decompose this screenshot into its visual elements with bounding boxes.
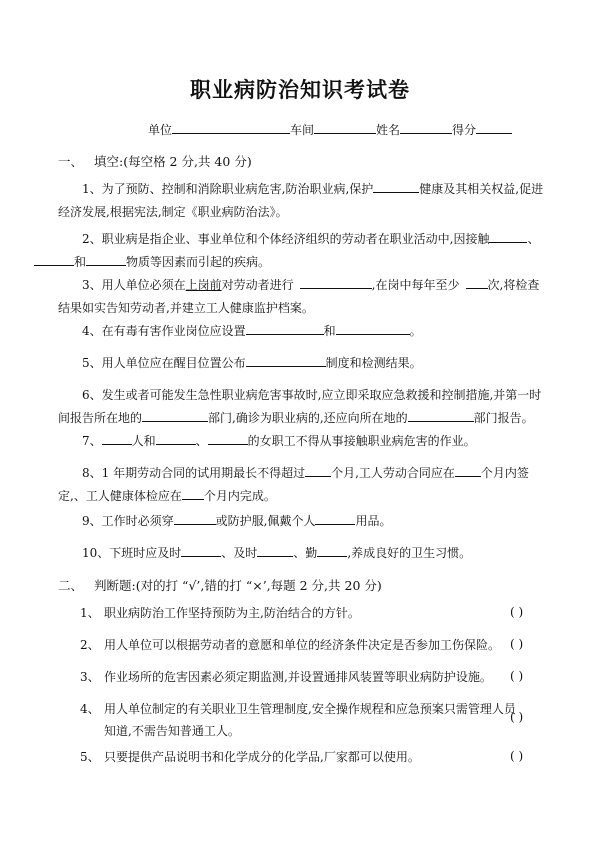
answer-blank[interactable]	[156, 431, 196, 445]
answer-blank[interactable]	[246, 353, 326, 367]
question-5: 5、用人单位应在醒目位置公布 制度和检测结果。	[58, 352, 548, 375]
answer-blank[interactable]	[208, 431, 248, 445]
unit-blank[interactable]	[172, 120, 290, 134]
question-2: 2、职业病是指企业、事业单位和个体经济组织的劳动者在职业活动中,因接触 、和 物质等因素而引起的疾病。	[58, 228, 548, 274]
answer-parentheses[interactable]: ( )	[510, 669, 524, 683]
section-number: 二、	[58, 578, 84, 593]
section-true-false-heading	[58, 576, 382, 594]
question-8: 8、1 年期劳动合同的试用期最长不得超过 个月,工人劳动合同应在 个月内签定,、工人健康体检应在 个月内完成。	[58, 462, 548, 508]
answer-blank[interactable]	[317, 543, 347, 557]
answer-blank[interactable]	[336, 321, 410, 335]
score-blank[interactable]	[476, 120, 512, 134]
answer-blank[interactable]	[315, 511, 355, 525]
section-title: 判断题:(对的打 “√’,错的打 “×’,每题 2 分,共 20 分)	[94, 578, 382, 593]
answer-blank[interactable]	[174, 511, 216, 525]
workshop-label: 车间	[290, 123, 315, 137]
answer-parentheses[interactable]: ( )	[510, 749, 524, 763]
question-10: 10、下班时应及时 、及时 、勤 ,养成良好的卫生习惯。	[58, 542, 548, 565]
exam-paper: 职业病防治知识考试卷 单位 车间 姓名 得分 一、 填空:(每空格 2 分,共 40 分) 1、为了预防、控制和消除职业病危害,防治职业病,保护 健康及其相关权益,促进经济发展,根据宪法,制定《职业病防治法》。 2、职业病是指企业、事业单位和个体经济组织的劳动者在职业活动中,因接触 、和 物质等因素而引起的疾病。 3、用人单位必须在上岗前对劳动者进行 ,在岗中每年至少 次,将检查结果如实告知劳动者,并建立工人健康监护档案。 4、在有毒有害作业岗位应设置 和 。 5、用人单位应在醒目位置公布 制度和检测结果。 6、发生或者可能发生急性职业病危害事故时,应立即采取应急救援和控制措施,并第一时间报告所在地的 部门,确诊为职业病的,还应向所在地的 部门报告。 7、 人和 、 的女职工不得从事接触职业病危害的作业。 8、1 年期劳动合同的试用期最长不得超过 个月,工人劳动合同应在 个月内签定,、工人健康体检应在 个月内完成。 9、工作时必须穿 或防护服,佩戴个人 用品。 10、下班时应及时 、及时 、勤 ,养成良好的卫生习惯。 二、 判断题:(对的打 “√’,错的打 “×’,每题 2 分,共 20 分) 1、 职业病防治工作坚持预防为主,防治结合的方针。 ( ) 2、 用人单位可以根据劳动者的意愿和单位的经济条件决定是否参加工伤保险。 ( ) 3、 作业场所的危害因素必须定期监测,并设置通排风装置等职业病防护设施。 ( ) 4、 用人单位制定的有关职业卫生管理制度,安全操作规程和应急预案只需管理人员知道,不需告知普通工人。 ( ) 5、 只要提供产品说明书和化学成分的化学品,厂家都可以使用。 ( )	[0, 0, 600, 850]
answer-parentheses[interactable]: ( )	[510, 710, 524, 724]
answer-blank[interactable]	[373, 179, 419, 193]
answer-blank[interactable]	[182, 486, 204, 500]
answer-blank[interactable]	[34, 252, 74, 266]
question-1: 1、为了预防、控制和消除职业病危害,防治职业病,保护 健康及其相关权益,促进经济发展,根据宪法,制定《职业病防治法》。	[58, 178, 548, 224]
workshop-blank[interactable]	[314, 120, 376, 134]
answer-blank[interactable]	[489, 229, 527, 243]
section-fill-blank-heading	[58, 152, 252, 170]
question-6: 6、发生或者可能发生急性职业病危害事故时,应立即采取应急救援和控制措施,并第一时间报告所在地的 部门,确诊为职业病的,还应向所在地的 部门报告。	[58, 388, 542, 425]
section-number: 一、	[58, 154, 84, 169]
question-3: 3、用人单位必须在上岗前对劳动者进行 ,在岗中每年至少 次,将检查结果如实告知劳动者,并建立工人健康监护档案。	[58, 274, 548, 320]
answer-blank[interactable]	[305, 463, 331, 477]
answer-blank[interactable]	[102, 431, 132, 445]
answer-parentheses[interactable]: ( )	[510, 637, 524, 651]
score-label: 得分	[452, 123, 477, 137]
student-info-line	[148, 120, 512, 138]
answer-blank[interactable]	[246, 321, 324, 335]
question-4: 4、在有毒有害作业岗位应设置 和 。	[58, 320, 548, 343]
answer-blank[interactable]	[455, 463, 481, 477]
answer-blank[interactable]	[466, 275, 488, 289]
answer-blank[interactable]	[300, 275, 372, 289]
unit-label: 单位	[148, 123, 173, 137]
name-blank[interactable]	[400, 120, 452, 134]
page-title: 职业病防治知识考试卷	[190, 78, 410, 102]
name-label: 姓名	[376, 123, 401, 137]
question-7: 7、 人和 、 的女职工不得从事接触职业病危害的作业。	[58, 430, 548, 453]
answer-blank[interactable]	[408, 408, 474, 422]
answer-blank[interactable]	[257, 543, 293, 557]
answer-blank[interactable]	[86, 252, 126, 266]
answer-blank[interactable]	[142, 408, 208, 422]
answer-parentheses[interactable]: ( )	[510, 605, 524, 619]
answer-blank[interactable]	[181, 543, 221, 557]
section-title: 填空:(每空格 2 分,共 40 分)	[94, 154, 252, 169]
question-9: 9、工作时必须穿 或防护服,佩戴个人 用品。	[58, 510, 548, 533]
